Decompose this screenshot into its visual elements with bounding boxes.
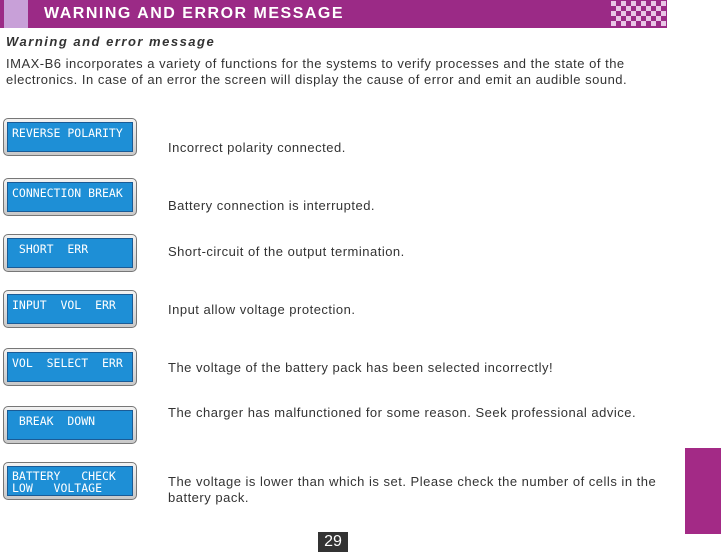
side-tab: [685, 448, 721, 534]
page-title: WARNING AND ERROR MESSAGE: [44, 5, 345, 22]
lcd-message: CONNECTION BREAK: [7, 182, 133, 212]
message-description: Incorrect polarity connected.: [168, 140, 346, 155]
lcd-display: [3, 290, 137, 328]
message-description: The voltage of the battery pack has been selected incorrectly!: [168, 360, 554, 375]
lcd-message: SHORT ERR: [7, 238, 133, 268]
lcd-display: [3, 118, 137, 156]
message-description: The voltage is lower than which is set. Please check the number of cells in the battery pack.: [168, 474, 657, 505]
message-description: Battery connection is interrupted.: [168, 198, 376, 213]
intro-paragraph: IMAX-B6 incorporates a variety of functions for the systems to verify processes and the state of the electronics. In case of an error the screen will display the cause of error and emit an audible sound.: [6, 56, 628, 87]
section-subtitle: Warning and error message: [6, 34, 216, 49]
lcd-message: BATTERY CHECK LOW VOLTAGE: [7, 466, 133, 496]
lcd-message: BREAK DOWN: [7, 410, 133, 440]
lcd-message: REVERSE POLARITY: [7, 122, 133, 152]
lcd-display: [3, 348, 137, 386]
lcd-display: [3, 234, 137, 272]
lcd-message: INPUT VOL ERR: [7, 294, 133, 324]
lcd-message: VOL SELECT ERR: [7, 352, 133, 382]
lcd-display: [3, 462, 137, 500]
page-number: 29: [318, 532, 348, 552]
message-description: Short-circuit of the output termination.: [168, 244, 405, 259]
checker-pattern-icon: [611, 1, 667, 27]
message-description: Input allow voltage protection.: [168, 302, 356, 317]
header-accent: [4, 0, 28, 28]
message-description: The charger has malfunctioned for some reason. Seek professional advice.: [168, 405, 637, 420]
lcd-display: [3, 406, 137, 444]
lcd-display: [3, 178, 137, 216]
